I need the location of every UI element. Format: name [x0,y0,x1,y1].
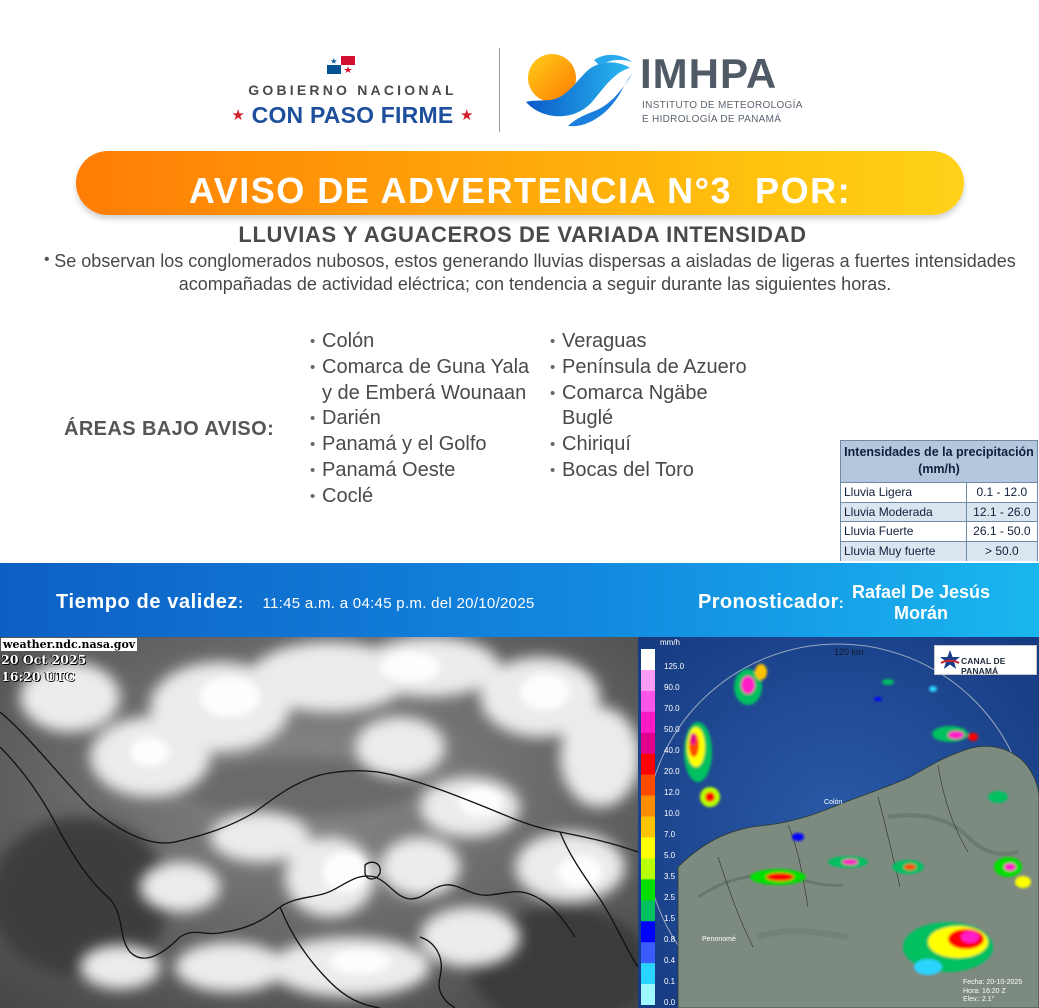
imhpa-fullname-line1: INSTITUTO DE METEOROLOGÍA [642,100,803,111]
radar-scale-label: 1.5 [664,913,676,923]
validity-label-text: Tiempo de validez [56,591,239,613]
radar-scale-swatch [641,900,655,921]
area-item: • Comarca Ngäbe Buglé [550,381,725,433]
radar-scale-swatch [641,858,655,879]
imhpa-acronym: IMHPA [640,50,778,97]
intensity-range: 26.1 - 50.0 [973,524,1031,538]
radar-scale-swatch [641,691,655,712]
canal-star-icon [939,649,961,671]
intensity-name: Lluvia Muy fuerte [841,542,967,562]
radar-scale-swatch [641,775,655,796]
area-item: • Darién [310,406,540,432]
description-bullet: • [44,251,50,268]
radar-scale-swatch [641,879,655,900]
radar-scale-label: 90.0 [664,683,680,693]
radar-scale-label: 50.0 [664,725,680,735]
validity-value: 11:45 a.m. a 04:45 p.m. del 20/10/2025 [258,595,535,612]
radar-color-scale [641,649,655,1005]
canal-logo-text: CANAL DE PANAMÁ [961,656,1006,676]
slogan-text: CON PASO FIRME [251,102,454,128]
imhpa-logo [522,48,812,134]
radar-date: Fecha: 20-10-2025 [963,979,1023,986]
forecaster-label-text: Pronosticador [698,591,839,613]
radar-scale-label: 12.0 [664,788,680,798]
satellite-date: 20 Oct 2025 [1,652,87,667]
radar-scale-swatch [641,649,655,670]
validity-label [56,591,244,614]
area-item: • Coclé [310,484,540,510]
radar-range-label: 120 km [834,647,864,657]
logo-divider [499,48,500,132]
radar-scale-label: 3.5 [664,871,676,881]
radar-scale-swatch [641,837,655,858]
intensity-range: 0.1 - 12.0 [976,485,1028,499]
satellite-cloud-map [0,637,638,1008]
radar-scale-label: 7.0 [664,830,676,839]
intensity-range: > 50.0 [985,543,1019,558]
star-icon: ★ [459,107,474,124]
intensity-name: Lluvia Fuerte [841,522,967,541]
radar-metadata [963,979,1022,1005]
radar-image [638,637,1039,1008]
intensity-range: 12.1 - 26.0 [973,504,1031,519]
radar-scale-swatch [641,963,655,984]
satellite-timestamp [1,638,137,685]
radar-scale-swatch [641,817,655,838]
radar-scale-label: 0.8 [664,934,676,944]
page-title: AVISO DE ADVERTENCIA N°3 POR: [188,170,852,211]
radar-scale-label: 5.0 [664,850,676,860]
panama-flag-icon [327,56,355,74]
title-banner [76,151,964,215]
imhpa-fullname-line2: E HIDROLOGÍA DE PANAMÁ [642,114,782,125]
area-item: • Colón [310,329,540,355]
table-row [841,542,1037,562]
radar-scale-label: 0.1 [664,976,676,986]
area-item: • Bocas del Toro [550,458,800,484]
radar-scale-label: 2.5 [664,892,676,902]
areas-list-column-2 [550,329,800,484]
radar-scale-label: 70.0 [664,704,680,714]
radar-city-label: Penonomé [702,936,736,943]
area-item: • Península de Azuero [550,355,800,381]
areas-label: ÁREAS BAJO AVISO: [64,418,275,440]
radar-scale-swatch [641,984,655,1005]
forecaster-name: Rafael De Jesús Morán [851,582,991,623]
radar-scale-label: 10.0 [664,809,680,819]
radar-scale-swatch [641,712,655,733]
radar-scale-swatch [641,921,655,942]
forecaster-label [698,591,844,614]
areas-list-column-1 [310,329,540,510]
table-row [841,522,1037,542]
government-logo [220,52,485,134]
precipitation-intensity-table [840,440,1038,561]
satellite-source: weather.ndc.nasa.gov [3,638,136,651]
area-item: • Veraguas [550,329,800,355]
radar-scale-swatch [641,754,655,775]
radar-city-label: Colón [824,799,843,806]
government-name: GOBIERNO NACIONAL [248,82,457,98]
radar-scale-swatch [641,796,655,817]
radar-scale-swatch [641,670,655,691]
intensity-name: Lluvia Ligera [841,483,967,502]
area-item: • Panamá y el Golfo [310,432,540,458]
table-row [841,503,1037,523]
radar-scale-label: 125.0 [664,662,685,672]
forecaster-separator: : [838,595,845,612]
radar-unit: mm/h [660,638,680,647]
table-row [841,483,1037,503]
radar-scale-swatch [641,733,655,754]
radar-scale-label: 40.0 [664,746,680,756]
radar-scale-label: 0.0 [664,997,676,1007]
validity-separator: : [238,595,244,612]
validity-bar [0,563,1039,637]
radar-scale-label: 20.0 [664,767,680,777]
canal-de-panama-logo [934,645,1037,675]
area-item: • Comarca de Guna Yala y de Emberá Wounaan [310,355,540,407]
area-item: • Chiriquí [550,432,800,458]
radar-scale-label: 0.4 [664,955,676,965]
intensity-name: Lluvia Moderada [841,503,967,522]
government-slogan [220,102,485,129]
radar-precipitation-map [638,637,1039,1008]
radar-elevation: Elev.: 2.1° [963,996,995,1003]
radar-scale-swatch [641,942,655,963]
satellite-image [0,637,638,1008]
imhpa-wave-sun-icon [522,50,634,130]
satellite-time: 16:20 UTC [1,669,75,684]
warning-subtitle: LLUVIAS Y AGUACEROS DE VARIADA INTENSIDAD [238,222,807,247]
intensity-table-title: Intensidades de la precipitación (mm/h) [841,441,1037,483]
area-item: • Panamá Oeste [310,458,540,484]
warning-description: Se observan los conglomerados nubosos, estos generando lluvias dispersas a aisladas de ligeras a fuertes intensidades acompañadas de actividad eléctrica; con tendencia a seguir durante las siguientes horas. [54,251,1016,294]
radar-time: Hora: 16:20 Z [963,987,1006,995]
star-icon: ★ [231,107,246,124]
